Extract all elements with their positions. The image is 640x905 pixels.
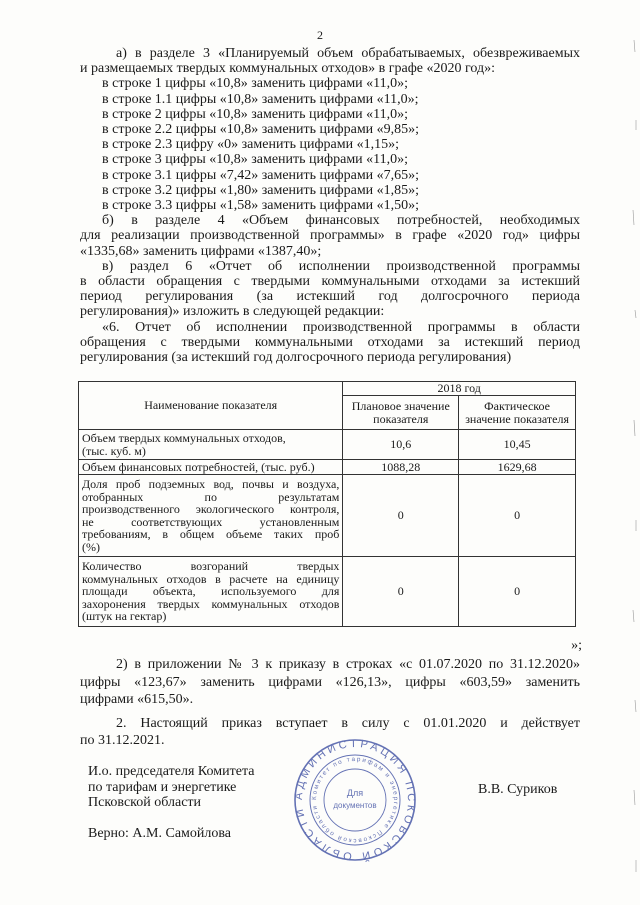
row-change: в строке 2.2 цифры «10,8» заменить цифрами «9,85»; — [102, 122, 420, 138]
page-number: 2 — [317, 28, 323, 42]
item-a-line: а) в разделе 3 «Планируемый объем обрабатываемых, обезвреживаемых — [116, 46, 580, 61]
item-v-line: период регулирования (за истекший год долгосрочного периода — [80, 289, 580, 305]
item-b-line: б) в разделе 4 «Объем финансовых потребностей, необходимых — [102, 213, 580, 229]
quote-line: обращения с твердыми коммунальными отходами за истекший период — [80, 334, 580, 350]
signer-name: В.В. Суриков — [478, 782, 558, 797]
header-plan: Плановое значение показателя — [343, 396, 459, 430]
table-row — [79, 460, 576, 475]
item-2-text: 2) в приложении № 3 к приказу в строках «с 01.07.2020 по 31.12.2020» цифры «123,67» заменить цифрами «126,13», цифры «603,59» заменить цифрами «615,50». 2. Настоящий приказ вступает в силу с 01.01.2020 и действует по 31.12.2021. — [80, 657, 580, 748]
row-change: в строке 1.1 цифры «10,8» заменить цифрами «11,0»; — [102, 91, 419, 107]
row-change: в строке 3.1 цифры «7,42» заменить цифрами «7,65»; — [102, 167, 420, 183]
quote-line: «6. Отчет об исполнении производственной программы в области — [102, 319, 580, 335]
row-name: Количество возгораний твердых коммунальных отходов в расчете на единицу площади объекта, используемого для захоронения твердых коммунальных отходов (штук на гектар) — [79, 557, 343, 627]
row-change: в строке 3 цифры «10,8» заменить цифрами «11,0»; — [102, 152, 409, 168]
verified-by: Верно: А.М. Самойлова — [88, 826, 232, 841]
stamp-outer-text: АДМИНИСТРАЦИЯ ПСКОВСКОЙ ОБЛАСТИ — [293, 738, 417, 862]
table-row — [79, 475, 576, 557]
item-b-line: «1335,68» заменить цифрами «1387,40»; — [80, 243, 322, 259]
signer-position: по тарифам и энергетике — [88, 779, 237, 795]
header-year: 2018 год — [343, 382, 576, 396]
stamp-center-text: Для — [346, 788, 364, 798]
table-row — [79, 557, 576, 627]
stamp-center-text: документов — [333, 801, 377, 810]
plan-value: 1088,28 — [343, 460, 459, 475]
row-name: Доля проб подземных вод, почвы и воздуха, отобранных по результатам производственного экологического контроля, не соответствующих установленным требованиям, в общем объеме таких проб (%) — [79, 475, 343, 557]
amendments-text — [80, 46, 580, 365]
closing-quote: »; — [571, 638, 582, 653]
scan-edge-noise — [628, 0, 640, 905]
plan-value: 0 — [343, 475, 459, 557]
stamp-inner-text: Комитет по тарифам и энергетике Псковской области — [310, 755, 400, 845]
row-name: Объем финансовых потребностей, (тыс. руб.) — [79, 460, 343, 475]
item-v-line: регулирования)» изложить в следующей редакции: — [80, 304, 385, 320]
item-v-line: в области обращения с твердыми коммунальными отходами за истекший — [80, 274, 580, 290]
item-v-line: в) раздел 6 «Отчет об исполнении производственной программы — [102, 258, 580, 274]
signature-block — [88, 764, 254, 811]
fact-value: 1629,68 — [459, 460, 576, 475]
fact-value: 0 — [459, 557, 576, 627]
plan-value: 10,6 — [343, 430, 459, 460]
plan-value: 0 — [343, 557, 459, 627]
fact-value: 0 — [459, 475, 576, 557]
effective-date-line: 2. Настоящий приказ вступает в силу с 01.01.2020 и действует — [116, 715, 580, 731]
item-a-line: и размещаемых твердых коммунальных отходов» в графе «2020 год»: — [80, 61, 496, 77]
table-row — [79, 430, 576, 460]
official-stamp — [293, 738, 417, 862]
row-change: в строке 3.2 цифры «1,80» заменить цифрами «1,85»; — [102, 182, 420, 198]
report-table — [78, 381, 576, 627]
quote-line: регулирования (за истекший год долгосрочного периода регулирования) — [80, 350, 512, 366]
row-change: в строке 1 цифры «10,8» заменить цифрами «11,0»; — [102, 76, 409, 92]
signer-position: И.о. председателя Комитета — [88, 764, 255, 779]
item-b-line: для реализации производственной программы» в графе «2020 год» цифры — [80, 228, 580, 244]
fact-value: 10,45 — [459, 430, 576, 460]
header-indicator: Наименование показателя — [79, 382, 343, 430]
row-change: в строке 2.3 цифру «0» заменить цифрами «1,15»; — [102, 137, 399, 153]
row-change: в строке 2 цифры «10,8» заменить цифрами «11,0»; — [102, 106, 409, 122]
header-fact: Фактическое значение показателя — [459, 396, 576, 430]
signer-position: Псковской области — [88, 795, 202, 810]
row-change: в строке 3.3 цифры «1,58» заменить цифрами «1,50»; — [102, 198, 420, 214]
row-name: Объем твердых коммунальных отходов, (тыс. куб. м) — [79, 430, 343, 460]
